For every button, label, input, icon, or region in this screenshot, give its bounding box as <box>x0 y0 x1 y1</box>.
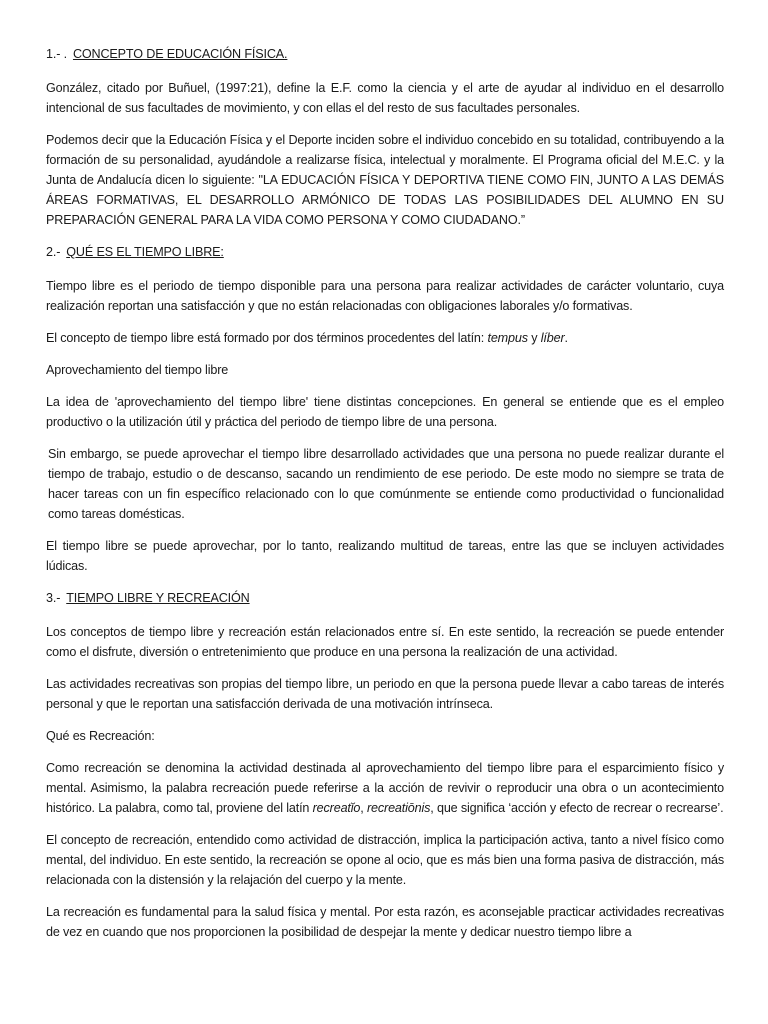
section-2-title: QUÉ ES EL TIEMPO LIBRE: <box>66 245 224 259</box>
section-1-paragraph-1: González, citado por Buñuel, (1997:21), define la E.F. como la ciencia y el arte de ayudar al individuo en el desarrollo intencional de sus facultades de movimiento, y con ellas el del resto de sus facultades personales. <box>46 81 724 115</box>
section-3-subheading: Qué es Recreación: <box>46 729 155 743</box>
section-2-number: 2.- <box>46 245 61 259</box>
section-1-heading <box>46 44 724 64</box>
section-1-number: 1.- . <box>46 47 67 61</box>
latin-terms-intro: El concepto de tiempo libre está formado por dos términos procedentes del latín: <box>46 331 488 345</box>
section-2-paragraph-1: Tiempo libre es el periodo de tiempo disponible para una persona para realizar actividades de carácter voluntario, cuya realización reportan una satisfacción y que no están relacionadas con obligaciones laborales y/o formativas. <box>46 279 724 313</box>
section-3-paragraph-5: La recreación es fundamental para la salud física y mental. Por esta razón, es aconsejable practicar actividades recreativas de vez en cuando que nos proporcionen la posibilidad de despejar la mente y dedicar nuestro tiempo libre a <box>46 905 724 939</box>
section-2-paragraph-3: La idea de 'aprovechamiento del tiempo libre' tiene distintas concepciones. En general se entiende que es el empleo productivo o la utilización útil y práctica del periodo de tiempo libre de una persona. <box>46 395 724 429</box>
recreation-definition-text: Como recreación se denomina la actividad destinada al aprovechamiento del tiempo libre para el esparcimiento físico y mental. Asimismo, la palabra recreación puede referirse a la acción de revivir o reproducir una obra o un acontecimiento histórico. La palabra, como tal, proviene del latín <box>46 761 724 815</box>
latin-terms-and: y <box>527 331 541 345</box>
section-3-paragraph-4: El concepto de recreación, entendido como actividad de distracción, implica la participación activa, tanto a nivel físico como mental, del individuo. En este sentido, la recreación se opone al ocio, que es más bien una forma pasiva de distracción, más relacionada con la distensión y la relajación del cuerpo y la mente. <box>46 833 724 887</box>
section-3-paragraph-2: Las actividades recreativas son propias del tiempo libre, un periodo en que la persona puede llevar a cabo tareas de interés personal y que le reportan una satisfacción derivada de una motivación intrínseca. <box>46 677 724 711</box>
latin-term-tempus: tempus <box>487 331 528 345</box>
section-2-heading <box>46 242 724 262</box>
section-3-paragraph-1: Los conceptos de tiempo libre y recreación están relacionados entre sí. En este sentido, la recreación se puede entender como el disfrute, diversión o entretenimiento que produce en una persona la realización de una actividad. <box>46 625 724 659</box>
latin-terms-end: . <box>564 331 568 345</box>
section-1-title: CONCEPTO DE EDUCACIÓN FÍSICA. <box>72 47 288 61</box>
latin-term-liber: líber <box>540 331 565 345</box>
latin-term-recreatio: recreatĭo <box>312 801 361 815</box>
section-2-paragraph-2 <box>46 328 724 348</box>
recreation-meaning-text: , que significa ‘acción y efecto de recrear o recrearse’. <box>430 801 724 815</box>
section-1-paragraph-2: Podemos decir que la Educación Física y el Deporte inciden sobre el individuo concebido en su totalidad, contribuyendo a la formación de su personalidad, ayudándole a realizarse física, intelectual y moralmente. El Programa oficial del M.E.C. y la Junta de Andalucía dicen lo siguiente: "LA EDUCACIÓN FÍSICA Y DEPORTIVA TIENE COMO FIN, JUNTO A LAS DEMÁS ÁREAS FORMATIVAS, EL DESARROLLO ARMÓNICO DE TODAS LAS POSIBILIDADES DEL ALUMNO EN SU PREPARACIÓN GENERAL PARA LA VIDA COMO PERSONA Y COMO CIUDADANO.” <box>46 133 724 227</box>
section-3-title: TIEMPO LIBRE Y RECREACIÓN <box>66 591 250 605</box>
latin-term-recreationis: recreatiōnis <box>366 801 431 815</box>
section-3-number: 3.- <box>46 591 61 605</box>
section-3-heading <box>46 588 724 608</box>
latin-term-separator: , <box>360 801 367 815</box>
section-2-paragraph-5: El tiempo libre se puede aprovechar, por lo tanto, realizando multitud de tareas, entre las que se incluyen actividades lúdicas. <box>46 539 724 573</box>
section-2-paragraph-4: Sin embargo, se puede aprovechar el tiempo libre desarrollado actividades que una persona no puede realizar durante el tiempo de trabajo, estudio o de descanso, sacando un rendimiento de ese periodo. De este modo no siempre se trata de hacer tareas con un fin específico relacionado con lo que comúnmente se entiende como productividad o funcionalidad como tareas domésticas. <box>48 447 724 521</box>
section-2-subheading: Aprovechamiento del tiempo libre <box>46 363 229 377</box>
section-3-paragraph-3 <box>46 758 724 818</box>
